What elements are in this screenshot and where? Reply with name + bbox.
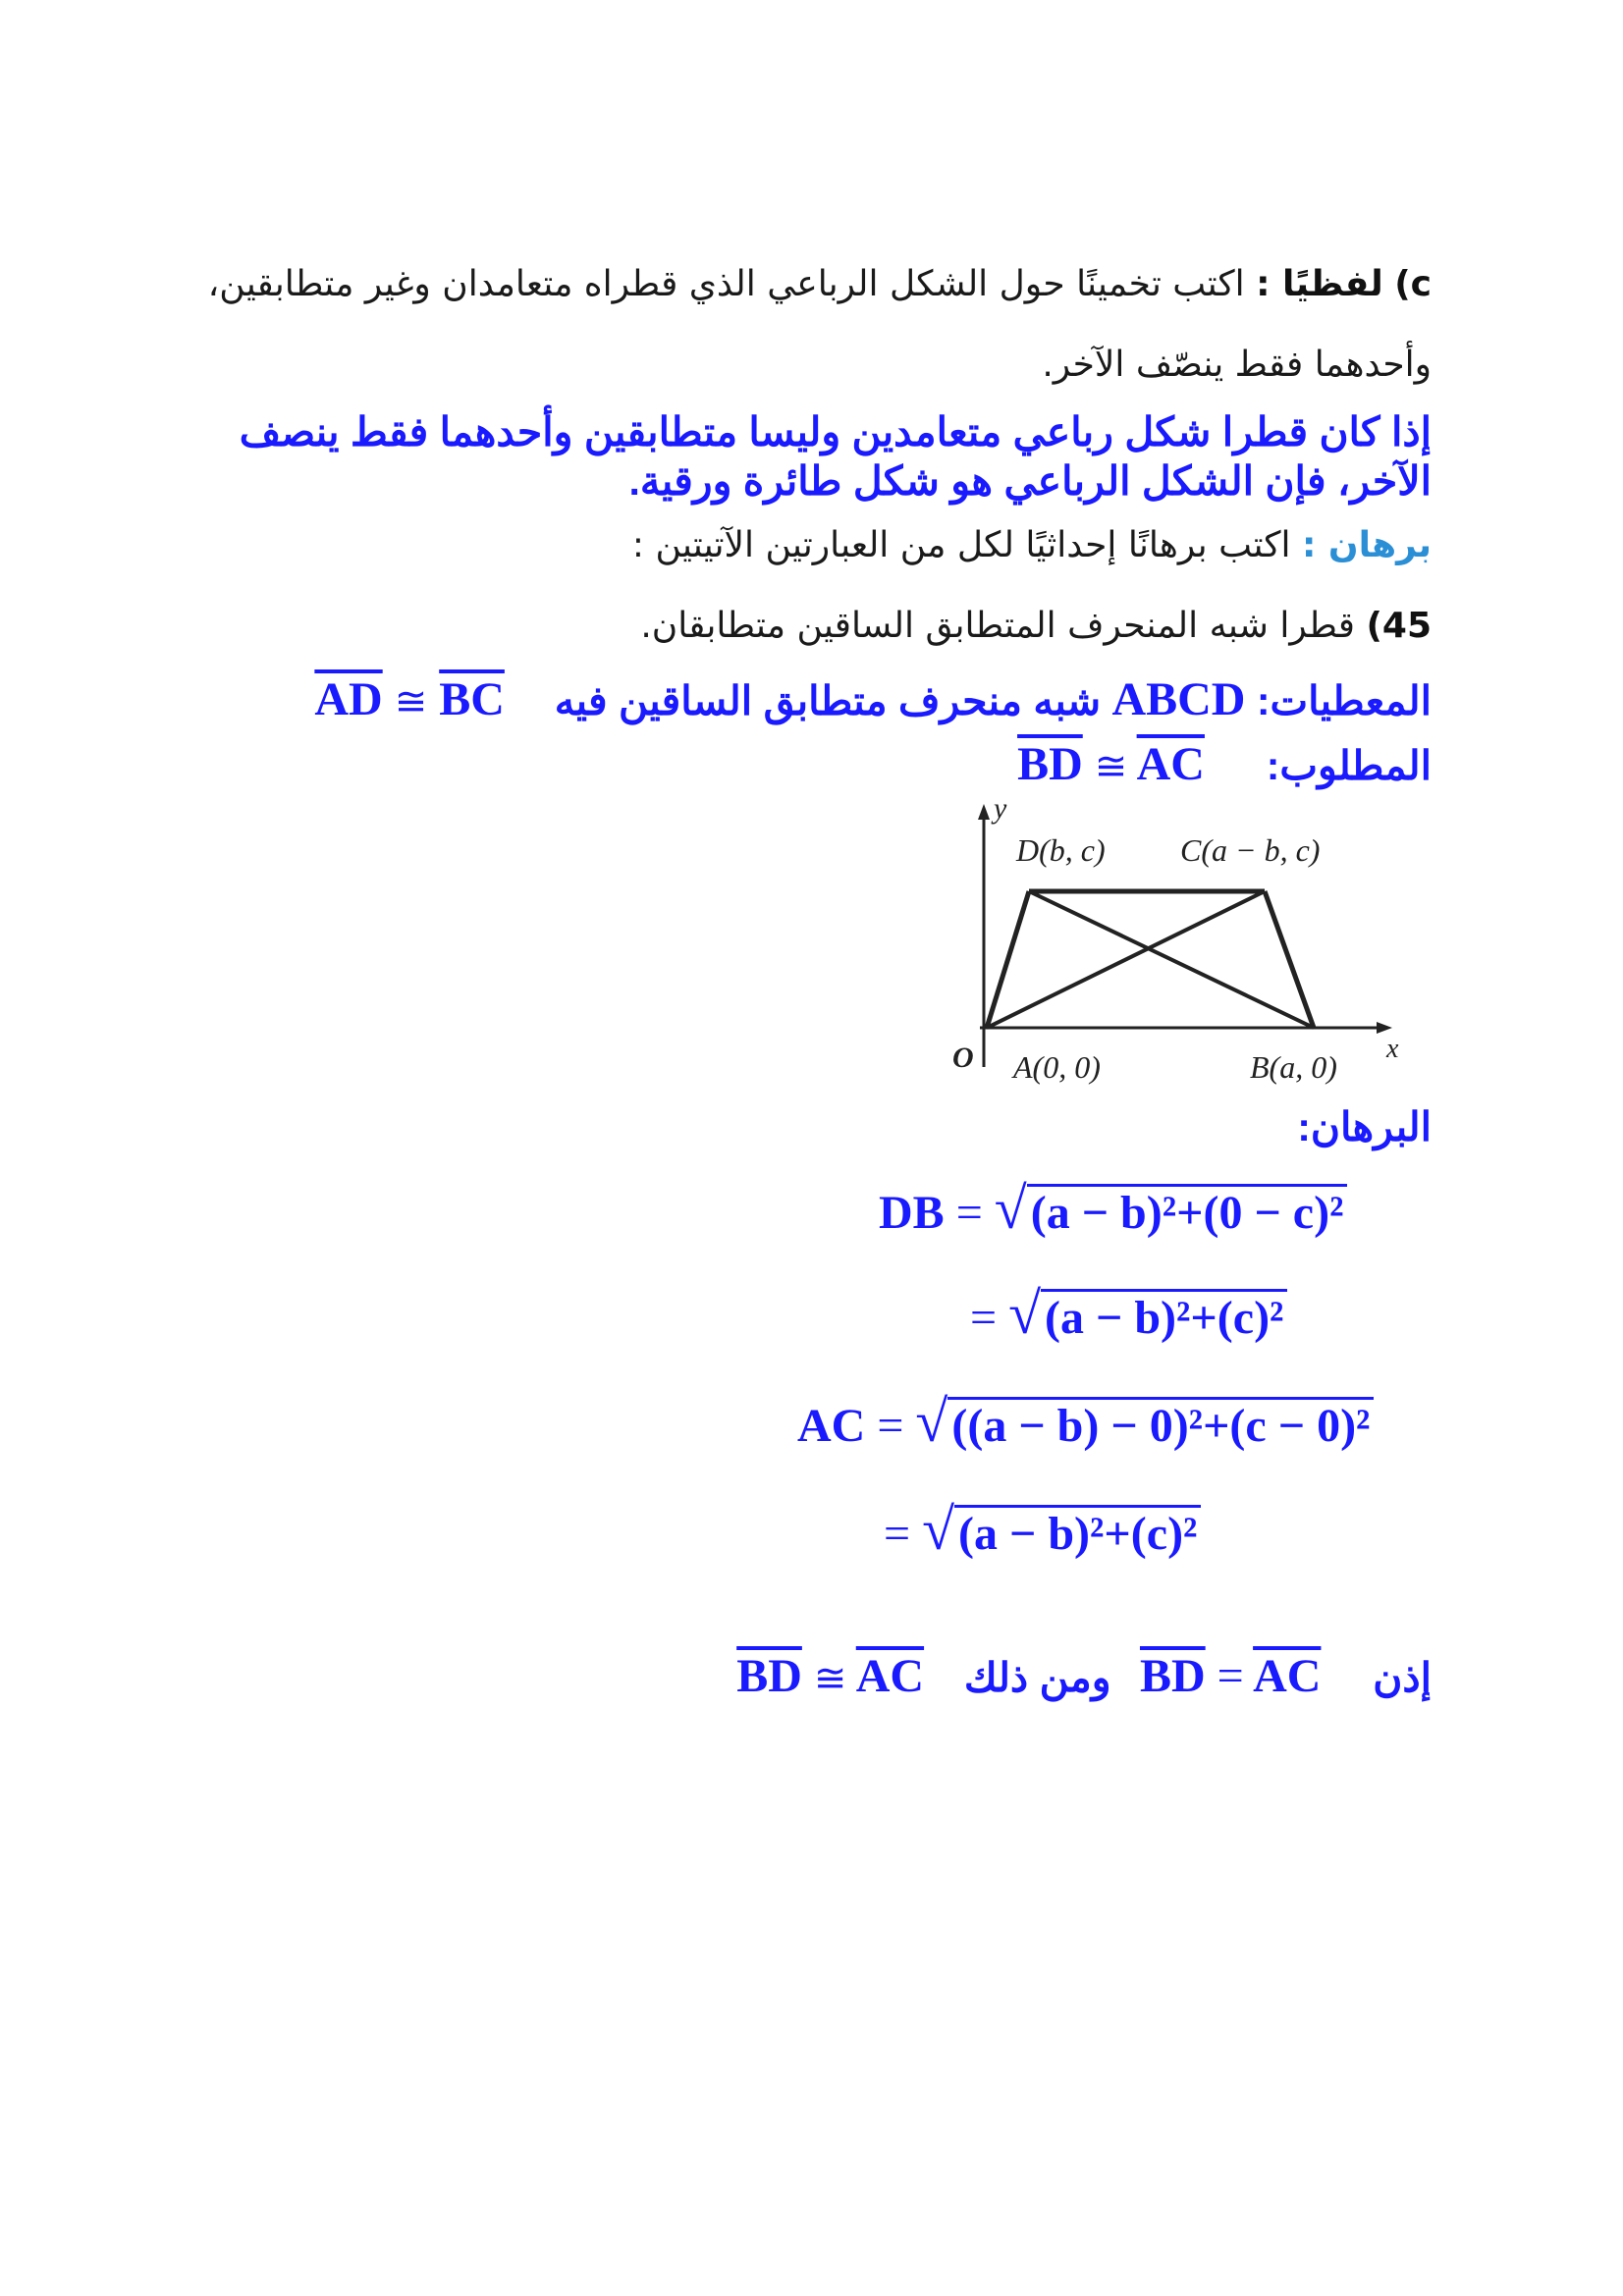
eq4-equals: =: [884, 1508, 911, 1560]
required-seg2: $\overline{AC}$: [1136, 738, 1205, 790]
given-relation: [314, 673, 505, 725]
part-c-tag: لفظيًا :: [1256, 264, 1383, 304]
given-label: المعطيات:: [1256, 678, 1432, 723]
conclusion: [155, 1645, 1432, 1710]
x-label: x: [1386, 1034, 1399, 1064]
proof-label: البرهان:: [1297, 1104, 1432, 1149]
given-text: شبه منحرف متطابق الساقين فيه: [554, 678, 1102, 723]
given-rel: ≅: [394, 679, 428, 723]
eq4-rhs: (a − b)²+(c)²: [954, 1505, 1201, 1560]
required-seg1: $\overline{BD}$: [1017, 738, 1083, 790]
eq3-lhs: AC: [797, 1400, 866, 1452]
eq1-sqrt-sign: √: [994, 1176, 1027, 1241]
diagonal-ac: [987, 891, 1265, 1028]
part-c-text1: اكتب تخمينًا حول الشكل الرباعي الذي قطراه متعامدان وغير متطابقين،: [207, 264, 1245, 304]
label-d: D(b, c): [1016, 832, 1106, 868]
answer-c: [135, 407, 1432, 506]
label-c: C(a − b, c): [1180, 832, 1321, 868]
label-b: B(a, 0): [1250, 1049, 1337, 1085]
required-label: المطلوب:: [1266, 743, 1432, 788]
problem-45-number: 45): [1366, 606, 1432, 646]
proof-eq2: [970, 1279, 1287, 1353]
proof-intro-tag: برهان :: [1301, 525, 1432, 565]
conclusion-seg-eq-2: $\overline{AC}$: [1253, 1650, 1322, 1702]
part-c-line1: [155, 257, 1432, 312]
answer-c-line1: إذا كان قطرا شكل رباعي متعامدين وليسا متطابقين وأحدهما فقط ينصف: [239, 409, 1432, 454]
proof-intro: [155, 520, 1432, 571]
eq1-rhs: (a − b)²+(0 − c)²: [1027, 1184, 1348, 1239]
conclusion-seg-cong-2: $\overline{AC}$: [855, 1650, 925, 1702]
eq4-sqrt-sign: √: [922, 1497, 955, 1562]
part-c-text2: وأحدهما فقط ينصّف الآخر.: [1042, 345, 1432, 385]
label-a: A(0, 0): [1013, 1049, 1101, 1085]
given-seg2: $\overline{BC}$: [439, 673, 505, 725]
conclusion-congruence: [736, 1650, 924, 1702]
x-axis-arrow: [1377, 1022, 1392, 1034]
eq2-rhs: (a − b)²+(c)²: [1041, 1289, 1287, 1344]
conclusion-cong: ≅: [813, 1656, 847, 1700]
given-line: [155, 671, 1432, 730]
y-label: y: [994, 800, 1007, 825]
eq1-lhs: DB: [879, 1187, 945, 1239]
eq1-equals: =: [955, 1187, 983, 1239]
required-relation: [1017, 738, 1205, 790]
answer-c-line2: الآخر، فإن الشكل الرباعي هو شكل طائرة ورقية.: [628, 458, 1432, 504]
eq2-equals: =: [970, 1292, 998, 1344]
proof-eq1: [879, 1174, 1347, 1248]
proof-intro-text: اكتب برهانًا إحداثيًا لكل من العبارتين الآتيتين :: [631, 525, 1291, 565]
side-ad: [987, 891, 1029, 1028]
conclusion-then: إذن: [1373, 1655, 1432, 1700]
trapezoid-figure: [923, 800, 1414, 1109]
eq3-equals: =: [877, 1400, 904, 1452]
required-line: [155, 736, 1432, 795]
origin-label: O: [952, 1041, 974, 1074]
given-seg1: $\overline{AD}$: [314, 673, 383, 725]
proof-eq3: [797, 1387, 1374, 1461]
problem-45: [155, 601, 1432, 652]
given-name: ABCD: [1111, 673, 1246, 725]
part-c-letter: c): [1394, 264, 1432, 304]
eq2-sqrt-sign: √: [1008, 1281, 1042, 1346]
conclusion-seg-cong-1: $\overline{BD}$: [736, 1650, 802, 1702]
part-c-question: [155, 257, 1432, 393]
conclusion-hence: ومن ذلك: [963, 1655, 1111, 1700]
proof-eq4: [884, 1495, 1201, 1569]
conclusion-eq: =: [1217, 1650, 1244, 1702]
y-axis-arrow: [978, 804, 990, 820]
problem-45-text: قطرا شبه المنحرف المتطابق الساقين متطابقان.: [640, 606, 1355, 646]
conclusion-equality: [1140, 1650, 1332, 1702]
conclusion-seg-eq-1: $\overline{BD}$: [1139, 1650, 1206, 1702]
eq3-sqrt-sign: √: [915, 1389, 948, 1454]
eq3-rhs: ((a − b) − 0)²+(c − 0)²: [947, 1397, 1374, 1452]
required-rel: ≅: [1094, 744, 1128, 788]
